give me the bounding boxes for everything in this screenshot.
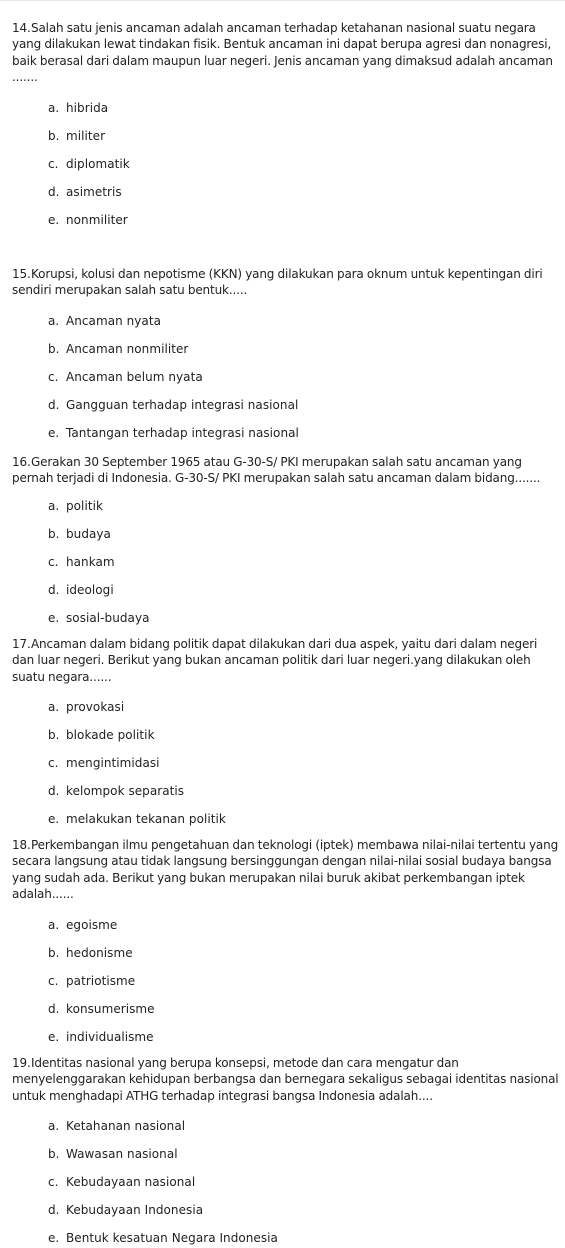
option-letter: a.: [48, 101, 60, 115]
option-text: Gangguan terhadap integrasi nasional: [66, 398, 299, 412]
question-text: [12, 20, 562, 85]
option-c[interactable]: [48, 1175, 195, 1189]
question-16: [12, 454, 562, 487]
option-b[interactable]: [48, 129, 105, 143]
option-b[interactable]: [48, 342, 188, 356]
question-body: Gerakan 30 September 1965 atau G-30-S/ PKI merupakan salah satu ancaman yang pernah terjadi di Indonesia. G-30-S/ PKI merupakan salah satu ancaman dalam bidang.......: [12, 455, 541, 486]
option-letter: b.: [48, 342, 60, 356]
option-letter: e.: [48, 1030, 60, 1044]
option-letter: c.: [48, 756, 59, 770]
option-text: politik: [66, 499, 103, 513]
option-c[interactable]: [48, 370, 203, 384]
question-text: [12, 636, 562, 685]
option-letter: e.: [48, 426, 60, 440]
option-letter: a.: [48, 1119, 60, 1133]
question-text: [12, 837, 562, 902]
option-a[interactable]: [48, 918, 117, 932]
question-text: [12, 266, 562, 299]
option-text: kelompok separatis: [66, 784, 185, 798]
option-letter: b.: [48, 527, 60, 541]
question-body: Korupsi, kolusi dan nepotisme (KKN) yang dilakukan para oknum untuk kepentingan diri sendiri merupakan salah satu bentuk.....: [12, 267, 543, 298]
option-letter: c.: [48, 370, 59, 384]
option-text: sosial-budaya: [66, 611, 150, 625]
option-e[interactable]: [48, 812, 226, 826]
question-body: Salah satu jenis ancaman adalah ancaman terhadap ketahanan nasional suatu negara yang dilakukan lewat tindakan fisik. Bentuk ancaman ini dapat berupa agresi dan nonagresi, baik berasal dari dalam maupun luar negeri. Jenis ancaman yang dimaksud adalah ancaman .......: [12, 21, 553, 84]
option-c[interactable]: [48, 756, 160, 770]
option-letter: d.: [48, 1203, 60, 1217]
question-number: 16.: [12, 455, 31, 469]
option-letter: e.: [48, 213, 60, 227]
option-letter: c.: [48, 1175, 59, 1189]
question-text: [12, 454, 562, 487]
option-letter: a.: [48, 918, 60, 932]
option-a[interactable]: [48, 1119, 185, 1133]
option-text: Kebudayaan nasional: [66, 1175, 196, 1189]
option-text: individualisme: [66, 1030, 154, 1044]
option-e[interactable]: [48, 611, 150, 625]
option-e[interactable]: [48, 1231, 278, 1245]
option-letter: b.: [48, 1147, 60, 1161]
question-number: 19.: [12, 1056, 31, 1070]
question-19: [12, 1055, 562, 1104]
option-text: patriotisme: [66, 974, 136, 988]
option-text: militer: [66, 129, 106, 143]
option-text: blokade politik: [66, 728, 155, 742]
option-text: nonmiliter: [66, 213, 128, 227]
option-letter: d.: [48, 398, 60, 412]
option-letter: d.: [48, 1002, 60, 1016]
option-letter: a.: [48, 314, 60, 328]
option-text: diplomatik: [66, 157, 130, 171]
question-body: Identitas nasional yang berupa konsepsi, metode dan cara mengatur dan menyelenggarakan kehidupan berbangsa dan bernegara sekaligus sebagai identitas nasional untuk menghadapi ATHG terhadap integrasi bangsa Indonesia adalah....: [12, 1056, 559, 1103]
option-letter: a.: [48, 499, 60, 513]
option-c[interactable]: [48, 555, 115, 569]
option-d[interactable]: [48, 185, 122, 199]
question-17: [12, 636, 562, 685]
option-letter: e.: [48, 1231, 60, 1245]
option-letter: a.: [48, 700, 60, 714]
question-number: 17.: [12, 637, 31, 651]
option-text: budaya: [66, 527, 111, 541]
question-body: Ancaman dalam bidang politik dapat dilakukan dari dua aspek, yaitu dari dalam negeri dan luar negeri. Berikut yang bukan ancaman politik dari luar negeri.yang dilakukan oleh suatu negara......: [12, 637, 538, 684]
question-15: [12, 266, 562, 299]
top-divider: [0, 0, 565, 1]
option-d[interactable]: [48, 1203, 203, 1217]
option-text: ideologi: [66, 583, 114, 597]
option-d[interactable]: [48, 583, 114, 597]
option-text: hibrida: [66, 101, 109, 115]
option-e[interactable]: [48, 426, 299, 440]
option-text: Kebudayaan Indonesia: [66, 1203, 204, 1217]
option-letter: e.: [48, 611, 60, 625]
option-text: Bentuk kesatuan Negara Indonesia: [66, 1231, 278, 1245]
option-text: Wawasan nasional: [66, 1147, 178, 1161]
option-d[interactable]: [48, 398, 298, 412]
option-text: melakukan tekanan politik: [66, 812, 226, 826]
option-e[interactable]: [48, 213, 128, 227]
option-letter: d.: [48, 185, 60, 199]
option-b[interactable]: [48, 527, 111, 541]
option-text: Tantangan terhadap integrasi nasional: [66, 426, 299, 440]
option-a[interactable]: [48, 499, 103, 513]
question-number: 14.: [12, 21, 31, 35]
option-text: Ancaman nyata: [66, 314, 161, 328]
option-b[interactable]: [48, 728, 155, 742]
option-text: hedonisme: [66, 946, 133, 960]
question-text: [12, 1055, 562, 1104]
option-text: mengintimidasi: [66, 756, 160, 770]
option-a[interactable]: [48, 314, 161, 328]
question-14: [12, 20, 562, 85]
option-letter: d.: [48, 784, 60, 798]
option-c[interactable]: [48, 974, 135, 988]
option-text: hankam: [66, 555, 115, 569]
option-text: egoisme: [66, 918, 118, 932]
option-c[interactable]: [48, 157, 130, 171]
question-number: 15.: [12, 267, 31, 281]
option-letter: c.: [48, 555, 59, 569]
option-e[interactable]: [48, 1030, 154, 1044]
option-d[interactable]: [48, 784, 184, 798]
option-d[interactable]: [48, 1002, 155, 1016]
option-a[interactable]: [48, 700, 124, 714]
option-a[interactable]: [48, 101, 108, 115]
question-body: Perkembangan ilmu pengetahuan dan teknologi (iptek) membawa nilai-nilai tertentu yang secara langsung atau tidak langsung bersinggungan dengan nilai-nilai sosial budaya bangsa yang sudah ada. Berikut yang bukan merupakan nilai buruk akibat perkembangan iptek adalah......: [12, 838, 559, 901]
option-text: Ancaman nonmiliter: [66, 342, 189, 356]
option-letter: b.: [48, 129, 60, 143]
option-letter: b.: [48, 728, 60, 742]
option-letter: e.: [48, 812, 60, 826]
option-letter: c.: [48, 974, 59, 988]
question-number: 18.: [12, 838, 31, 852]
option-text: provokasi: [66, 700, 125, 714]
option-letter: d.: [48, 583, 60, 597]
option-text: Ketahanan nasional: [66, 1119, 186, 1133]
option-letter: c.: [48, 157, 59, 171]
option-b[interactable]: [48, 946, 133, 960]
option-text: Ancaman belum nyata: [66, 370, 203, 384]
option-letter: b.: [48, 946, 60, 960]
question-18: [12, 837, 562, 902]
option-text: konsumerisme: [66, 1002, 155, 1016]
option-b[interactable]: [48, 1147, 178, 1161]
option-text: asimetris: [66, 185, 122, 199]
